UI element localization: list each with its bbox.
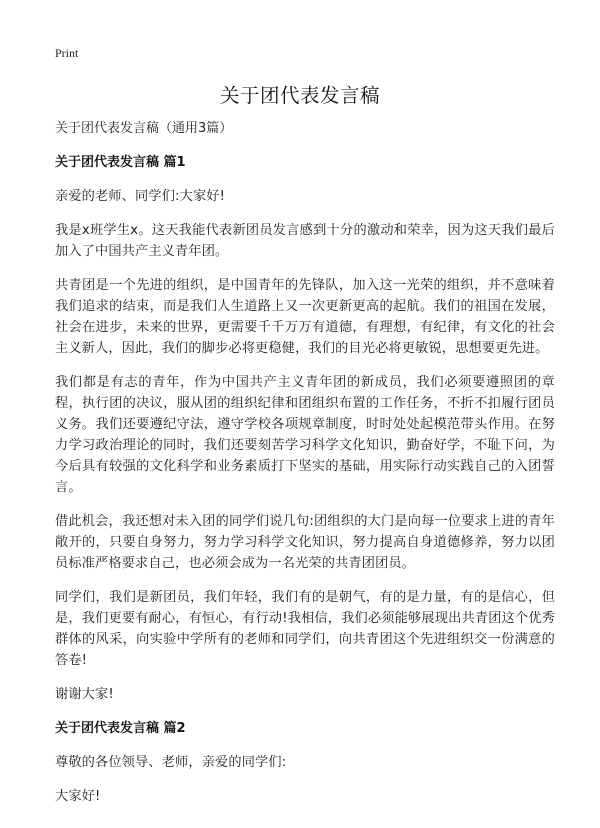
greeting: 亲爱的老师、同学们:大家好! <box>55 189 226 204</box>
paragraph: 共青团是一个先进的组织，是中国青年的先锋队，加入这一光荣的组织，并不意味着我们追求的结束，而是我们人生道路上又一次更新更高的起航。我们的祖国在发展，社会在进步，未来的世界，更需要千千万万有道德，有理想，有纪律，有文化的社会主义新人，因此，我们的脚步必将更稳健，我们的目光必将更敏锐，思想要更先进。 <box>55 278 555 356</box>
paragraph: 我是x班学生x。这天我能代表新团员发言感到十分的激动和荣幸，因为这天我们最后加入了中国共产主义青年团。 <box>55 223 555 259</box>
print-link[interactable]: Print <box>55 46 79 60</box>
greeting: 尊敬的各位领导、老师，亲爱的同学们: <box>55 755 287 770</box>
paragraph: 借此机会，我还想对未入团的同学们说几句:团组织的大门是向每一位要求上进的青年敞开的，只要自身努力，努力学习科学文化知识，努力提高自身道德修养，努力以团员标准严格要求自己，也必须会成为一名光荣的共青团团员。 <box>55 514 555 571</box>
document-subtitle: 关于团代表发言稿（通用3篇） <box>55 121 233 136</box>
paragraph: 同学们，我们是新团员，我们年轻，我们有的是朝气，有的是力量，有的是信心，但是，我们更要有耐心，有恒心，有行动!我相信，我们必须能够展现出共青团这个优秀群体的风采，向实验中学所有的老师和同学们，向共青团这个先进组织交一份满意的答卷! <box>55 590 555 668</box>
paragraph: 我们都是有志的青年，作为中国共产主义青年团的新成员，我们必须要遵照团的章程，执行团的决议，服从团的组织纪律和团组织布置的工作任务，不折不扣履行团员义务。我们还要遵纪守法，遵守学校各项规章制度，时时处处起模范带头作用。在努力学习政治理论的同时，我们还要刻苦学习科学文化知识，勤奋好学，不耻下问，为今后具有较强的文化科学和业务素质打下坚实的基础，用实际行动实践自己的入团誓言。 <box>55 375 555 495</box>
document-title: 关于团代表发言稿 <box>219 84 380 107</box>
closing: 谢谢大家! <box>55 687 114 702</box>
paragraph: 大家好! <box>55 789 101 804</box>
section-heading-1: 关于团代表发言稿 篇1 <box>55 155 186 170</box>
document-body <box>55 118 555 820</box>
section-heading-2: 关于团代表发言稿 篇2 <box>55 721 186 736</box>
